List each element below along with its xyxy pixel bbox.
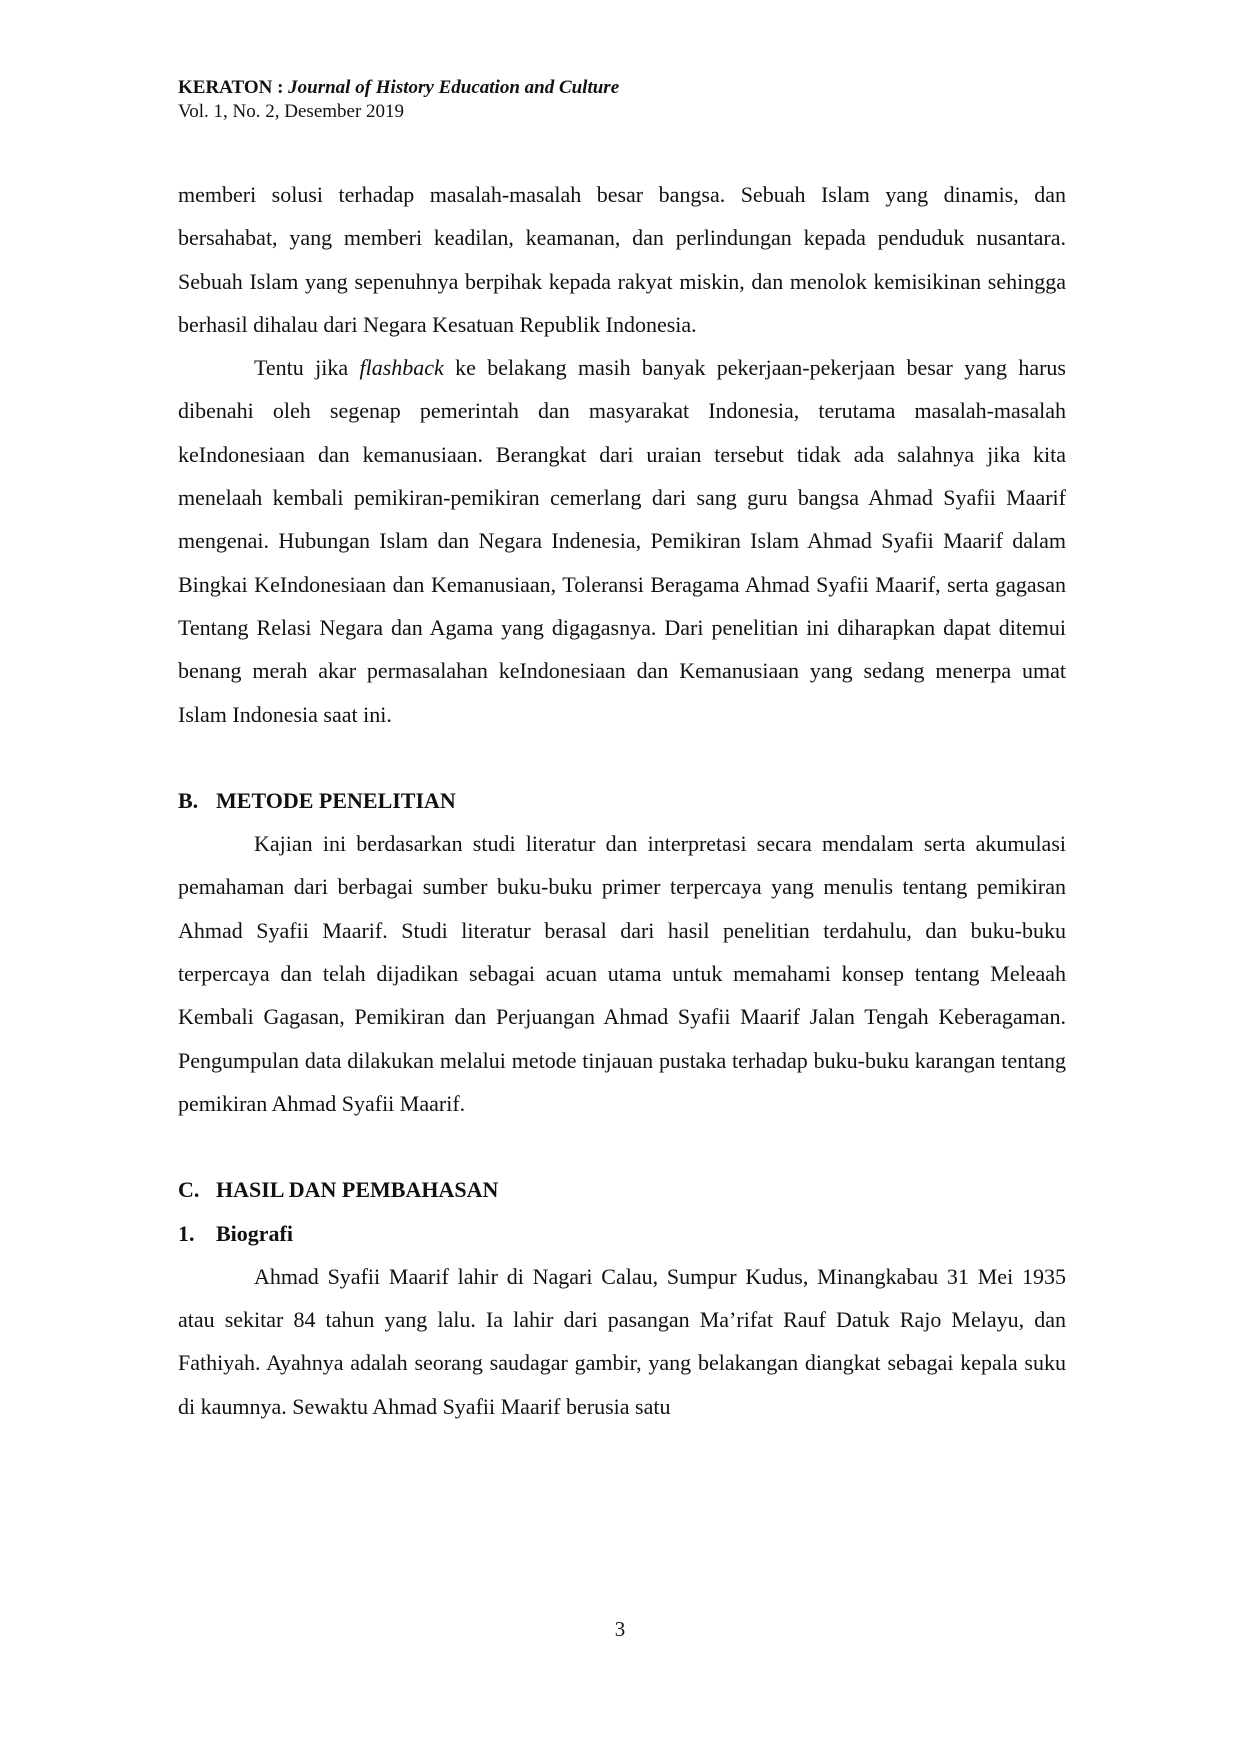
main-content: [178, 173, 1066, 1428]
paragraph-flashback-after: ke belakang masih banyak pekerjaan-pekerjaan besar yang harus dibenahi oleh segenap pemerintah dan masyarakat Indonesia, terutama masalah-masalah keIndonesiaan dan kemanusiaan. Berangkat dari uraian tersebut tidak ada salahnya jika kita menelaah kembali pemikiran-pemikiran cemerlang dari sang guru bangsa Ahmad Syafii Maarif mengenai. Hubungan Islam dan Negara Indenesia, Pemikiran Islam Ahmad Syafii Maarif dalam Bingkai KeIndonesiaan dan Kemanusiaan, Toleransi Beragama Ahmad Syafii Maarif, serta gagasan Tentang Relasi Negara dan Agama yang digagasnya. Dari penelitian ini diharapkan dapat ditemui benang merah akar permasalahan keIndonesiaan dan Kemanusiaan yang sedang menerpa umat Islam Indonesia saat ini.: [178, 355, 1066, 727]
subsection-heading-biografi: [178, 1212, 1066, 1255]
section-heading-c: [178, 1168, 1066, 1211]
journal-issue: Vol. 1, No. 2, Desember 2019: [178, 101, 405, 122]
section-spacer: [178, 736, 1066, 779]
section-title-c: HASIL DAN PEMBAHASAN: [216, 1177, 499, 1203]
paragraph-biografi: Ahmad Syafii Maarif lahir di Nagari Calau, Sumpur Kudus, Minangkabau 31 Mei 1935 atau sekitar 84 tahun yang lalu. Ia lahir dari pasangan Ma’rifat Rauf Datuk Rajo Melayu, dan Fathiyah. Ayahnya adalah seorang saudagar gambir, yang belakangan diangkat sebagai kepala suku di kaumnya. Sewaktu Ahmad Syafii Maarif berusia satu: [178, 1263, 1066, 1419]
page-number: 3: [614, 1617, 626, 1641]
section-number-c: C.: [178, 1177, 200, 1203]
journal-title-line: [178, 76, 1078, 100]
section-title-b: METODE PENELITIAN: [216, 787, 456, 813]
running-header: [178, 76, 1078, 124]
paragraph-flashback-italic: flashback: [359, 355, 444, 381]
section-heading-b: [178, 779, 1066, 822]
journal-title: KERATON :: [178, 77, 284, 98]
section-spacer: [178, 1125, 1066, 1168]
paragraph-flashback-before: Tentu jika: [254, 355, 360, 381]
paragraph-intro-continuation: memberi solusi terhadap masalah-masalah besar bangsa. Sebuah Islam yang dinamis, dan bersahabat, yang memberi keadilan, keamanan, dan perlindungan kepada penduduk nusantara. Sebuah Islam yang sepenuhnya berpihak kepada rakyat miskin, dan menolok kemisikinan sehingga berhasil dihalau dari Negara Kesatuan Republik Indonesia.: [178, 182, 1066, 337]
paragraph-metode: Kajian ini berdasarkan studi literatur dan interpretasi secara mendalam serta akumulasi pemahaman dari berbagai sumber buku-buku primer terpercaya yang menulis tentang pemikiran Ahmad Syafii Maarif. Studi literatur berasal dari hasil penelitian terdahulu, dan buku-buku terpercaya dan telah dijadikan sebagai acuan utama untuk memahami konsep tentang Meleaah Kembali Gagasan, Pemikiran dan Perjuangan Ahmad Syafii Maarif Jalan Tengah Keberagaman. Pengumpulan data dilakukan melalui metode tinjauan pustaka terhadap buku-buku karangan tentang pemikiran Ahmad Syafii Maarif.: [178, 831, 1066, 1116]
section-number-b: B.: [178, 787, 199, 813]
journal-name: Journal of History Education and Culture: [288, 77, 620, 98]
paragraph-flashback: [178, 346, 1066, 736]
subsection-title: Biografi: [216, 1220, 293, 1246]
subsection-number: 1.: [178, 1220, 195, 1246]
